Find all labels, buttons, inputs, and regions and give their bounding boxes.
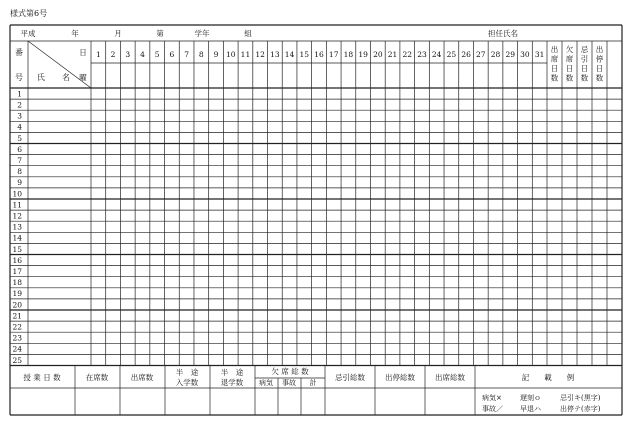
grade-prefix-label: 第 xyxy=(156,29,164,38)
row-number-23: 23 xyxy=(12,333,22,343)
row-number-2: 2 xyxy=(17,100,22,110)
grade-label: 学年 xyxy=(194,29,210,38)
day-number-6: 6 xyxy=(169,50,175,59)
summary-suspension_days-char: 数 xyxy=(595,73,604,83)
day-number-2: 2 xyxy=(110,50,116,59)
summary-leave_days-char: 数 xyxy=(580,73,589,83)
legend-item: 事故／ xyxy=(482,405,503,413)
day-number-7: 7 xyxy=(184,50,190,59)
row-number-6: 6 xyxy=(17,144,22,154)
day-number-28: 28 xyxy=(490,50,501,59)
day-number-1: 1 xyxy=(95,50,101,59)
row-number-22: 22 xyxy=(12,322,22,332)
legend-item: 早退ハ xyxy=(520,405,541,413)
day-number-16: 16 xyxy=(314,50,324,59)
summary-suspension_days-char: 出 xyxy=(595,45,604,54)
day-number-23: 23 xyxy=(417,50,427,59)
summary-attendance_days-char: 日 xyxy=(550,64,559,73)
day-number-27: 27 xyxy=(476,50,486,59)
day-number-22: 22 xyxy=(402,50,413,59)
summary-leave_days-char: 忌 xyxy=(580,45,589,54)
absence-illness-label: 病気 xyxy=(259,379,273,387)
summary-attendance_days-char: 出 xyxy=(550,45,559,54)
row-number-24: 24 xyxy=(12,344,22,354)
mid-enter-label: 半 途 xyxy=(175,368,199,377)
row-number-16: 16 xyxy=(12,255,22,265)
row-number-17: 17 xyxy=(12,267,22,276)
legend-item: 遅刻ｏ xyxy=(520,394,541,402)
day-label: 日 xyxy=(79,48,87,57)
summary-leave_days-char: 日 xyxy=(580,64,589,73)
day-number-3: 3 xyxy=(125,50,131,59)
name-label-1: 氏 xyxy=(37,73,45,82)
row-number-21: 21 xyxy=(12,311,22,321)
absence-accident-label: 事故 xyxy=(282,379,296,387)
legend-item: 出停テ(赤字) xyxy=(560,405,601,413)
day-number-12: 12 xyxy=(255,50,265,59)
row-number-7: 7 xyxy=(17,156,22,165)
day-number-19: 19 xyxy=(358,50,368,59)
row-number-1: 1 xyxy=(17,89,22,99)
day-number-14: 14 xyxy=(284,50,295,59)
day-number-24: 24 xyxy=(431,50,442,59)
absence-total-sub-label: 計 xyxy=(309,379,317,387)
era-label: 平成 xyxy=(20,29,36,38)
day-number-31: 31 xyxy=(534,50,545,59)
class-label: 組 xyxy=(244,29,252,38)
row-number-3: 3 xyxy=(17,111,22,121)
mid-leave-label: 退学数 xyxy=(220,378,244,387)
day-number-10: 10 xyxy=(225,50,236,59)
summary-absence_days-char: 欠 xyxy=(565,45,574,54)
row-number-11: 11 xyxy=(12,200,22,210)
number-label-bottom: 号 xyxy=(15,73,23,82)
legend-item: 病気× xyxy=(482,394,502,402)
day-number-11: 11 xyxy=(240,50,251,59)
summary-attendance_days-char: 数 xyxy=(550,73,559,83)
month-label: 月 xyxy=(114,29,122,38)
row-number-20: 20 xyxy=(12,300,22,310)
row-number-15: 15 xyxy=(12,244,22,254)
day-number-9: 9 xyxy=(213,50,219,59)
day-number-18: 18 xyxy=(343,50,354,59)
class-days-label: 授 業 日 数 xyxy=(23,373,61,382)
summary-leave_days-char: 引 xyxy=(580,54,589,64)
row-number-5: 5 xyxy=(17,133,22,143)
row-number-25: 25 xyxy=(12,355,22,365)
summary-suspension_days-char: 停 xyxy=(595,54,604,64)
day-number-25: 25 xyxy=(446,50,457,59)
absence-total-label: 欠 席 総 数 xyxy=(271,367,309,376)
notes-title-label: 記 載 例 xyxy=(521,373,575,382)
suspension-total-label: 出停総数 xyxy=(385,373,415,382)
row-number-10: 10 xyxy=(12,189,22,199)
mid-leave-label: 半 途 xyxy=(220,368,244,377)
name-label-2: 名 xyxy=(62,73,70,82)
summary-attendance_days-char: 席 xyxy=(550,54,559,64)
row-number-18: 18 xyxy=(12,278,22,288)
row-number-4: 4 xyxy=(17,122,22,132)
row-number-9: 9 xyxy=(17,178,22,188)
legend-item: 忌引キ(黒字) xyxy=(560,394,601,402)
day-number-4: 4 xyxy=(140,50,145,59)
form-number: 様式第6号 xyxy=(10,9,48,18)
day-number-26: 26 xyxy=(461,50,471,59)
number-label-top: 番 xyxy=(15,48,23,57)
summary-absence_days-char: 席 xyxy=(565,54,574,64)
row-number-8: 8 xyxy=(17,167,22,177)
mid-enter-label: 入学数 xyxy=(175,378,199,387)
day-number-29: 29 xyxy=(505,50,515,59)
leave-total-label: 忌引総数 xyxy=(335,373,365,382)
summary-absence_days-char: 数 xyxy=(565,73,574,83)
attendance-total-label: 出席総数 xyxy=(435,373,465,382)
day-number-8: 8 xyxy=(198,50,204,59)
row-number-12: 12 xyxy=(12,211,22,221)
row-number-13: 13 xyxy=(12,222,22,232)
day-number-21: 21 xyxy=(387,50,398,59)
row-number-19: 19 xyxy=(12,289,22,299)
day-number-5: 5 xyxy=(154,50,160,59)
attendance-label: 出席数 xyxy=(130,373,154,382)
day-number-20: 20 xyxy=(373,50,383,59)
enrolled-label: 在席数 xyxy=(85,373,109,382)
day-number-15: 15 xyxy=(299,50,310,59)
summary-suspension_days-char: 日 xyxy=(595,64,604,73)
day-number-13: 13 xyxy=(270,50,280,59)
summary-absence_days-char: 日 xyxy=(565,64,574,73)
day-number-30: 30 xyxy=(520,50,530,59)
teacher-label: 担任氏名 xyxy=(488,29,518,38)
year-label: 年 xyxy=(71,29,79,38)
row-number-14: 14 xyxy=(12,233,22,243)
day-number-17: 17 xyxy=(328,50,339,59)
weekday-label: 曜 xyxy=(79,73,87,82)
